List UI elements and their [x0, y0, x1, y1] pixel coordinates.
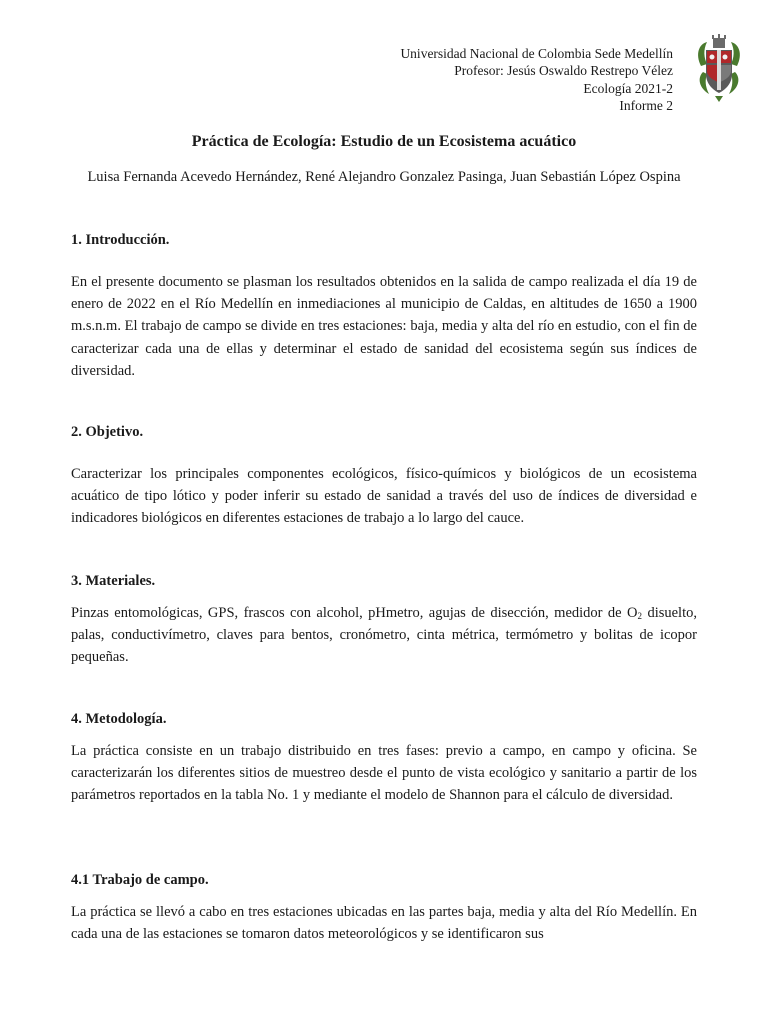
document-header [400, 45, 673, 114]
section-heading-materials: 3. Materiales. [71, 573, 156, 589]
methodology-paragraph: La práctica consiste en un trabajo distribuido en tres fases: previo a campo, en campo y oficina. Se caracterizarán los diferentes sitios de muestreo desde el punto de vista ecológico y sanitario a partir de los parámetros reportados en la tabla No. 1 y mediante el modelo de Shannon para el cálculo de diversidad. [71, 743, 697, 804]
materials-text-start: Pinzas entomológicas, GPS, frascos con alcohol, pHmetro, agujas de disección, medidor de O [71, 605, 638, 621]
author-list: Luisa Fernanda Acevedo Hernández, René Alejandro Gonzalez Pasinga, Juan Sebastián López Ospina [87, 169, 681, 185]
report-number: Informe 2 [619, 97, 673, 113]
university-seal-logo [695, 32, 743, 104]
section-heading-fieldwork: 4.1 Trabajo de campo. [71, 872, 209, 888]
objective-paragraph: Caracterizar los principales componentes ecológicos, físico-químicos y biológicos de un ecosistema acuático de tipo lótico y poder inferir su estado de sanidad a través del uso de índices de diversidad e indicadores biológicos en diferentes estaciones de trabajo a lo largo del cauce. [71, 466, 697, 527]
oxygen-subscript: 2 [637, 611, 643, 621]
materials-text-end: disuelto, palas, conductivímetro, claves para bentos, cronómetro, cinta métrica, termómetro y bolitas de icopor pequeñas. [71, 605, 697, 666]
institution-name: Universidad Nacional de Colombia Sede Medellín [400, 46, 673, 61]
introduction-paragraph: En el presente documento se plasman los resultados obtenidos en la salida de campo realizada el día 19 de enero de 2022 en el Río Medellín en inmediaciones al municipio de Caldas, en altitudes de 1650 a 1900 m.s.n.m. El trabajo de campo se divide en tres estaciones: baja, media y alta del río en estudio, con el fin de caracterizar cada una de ellas y determinar el estado de sanidad del ecosistema según sus índices de diversidad. [71, 274, 697, 379]
professor-name: Profesor: Jesús Oswaldo Restrepo Vélez [454, 63, 673, 79]
section-heading-objective: 2. Objetivo. [71, 424, 144, 440]
course-name: Ecología 2021-2 [583, 80, 673, 96]
materials-paragraph [71, 602, 697, 669]
document-title: Práctica de Ecología: Estudio de un Ecosistema acuático [191, 133, 577, 150]
section-heading-introduction: 1. Introducción. [71, 232, 170, 248]
fieldwork-paragraph: La práctica se llevó a cabo en tres estaciones ubicadas en las partes baja, media y alta del Río Medellín. En cada una de las estaciones se tomaron datos meteorológicos y se identificaron sus [71, 904, 697, 943]
section-heading-methodology: 4. Metodología. [71, 711, 167, 727]
